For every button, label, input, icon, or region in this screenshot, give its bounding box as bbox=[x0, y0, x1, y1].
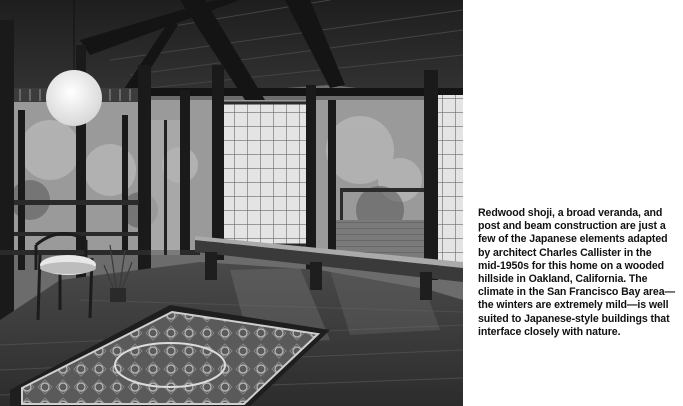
photo-caption: Redwood shoji, a broad veranda, and post and beam construction are just a few of the Japanese elements adapted by architect Charles Callister in the mid-1950s for this home on a wooded hillside in Oakland, California. The climate in the San Francisco Bay area—the winters are extremely mild—is well suited to Japanese-style buildings that interface closely with nature. bbox=[478, 207, 675, 338]
